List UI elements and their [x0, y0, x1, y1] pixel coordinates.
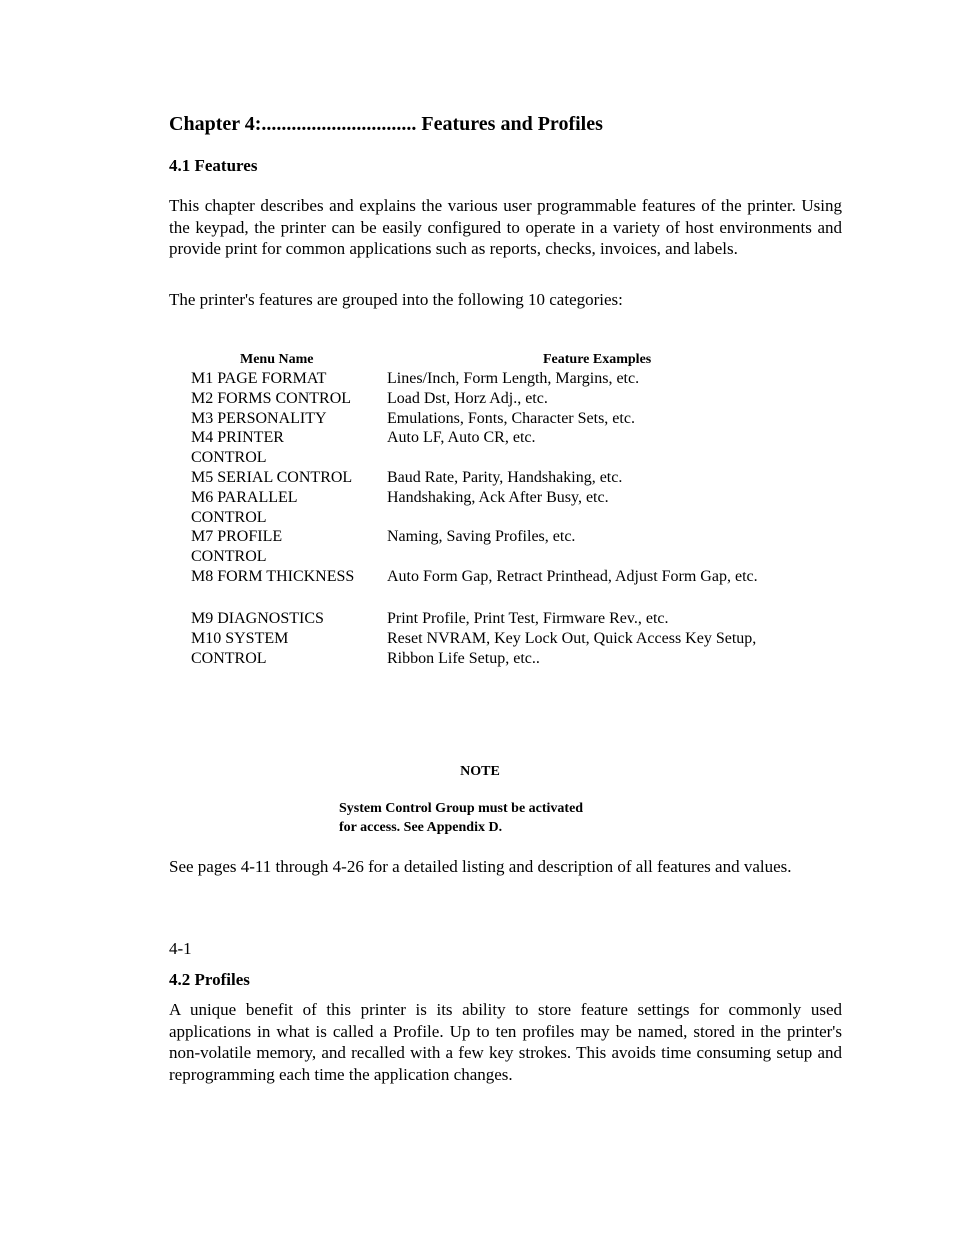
chapter-heading: [169, 113, 603, 136]
menu-name-line: CONTROL: [191, 449, 267, 467]
menu-name-cell: [191, 567, 354, 587]
menu-name-line: M8 FORM THICKNESS: [191, 568, 355, 585]
menu-name-line: M2 FORMS CONTROL: [191, 389, 352, 407]
feature-examples-line: Reset NVRAM, Key Lock Out, Quick Access Key Setup,: [387, 629, 757, 647]
chapter-title: Features and Profiles: [421, 113, 603, 135]
feature-examples-line: Load Dst, Horz Adj., etc.: [387, 389, 548, 407]
see-pages-paragraph: See pages 4-11 through 4-26 for a detailed listing and description of all features and values.: [169, 857, 792, 876]
feature-examples-header: Feature Examples: [543, 352, 652, 367]
feature-examples-cell: [387, 389, 548, 409]
feature-examples-line: Print Profile, Print Test, Firmware Rev., etc.: [387, 609, 669, 627]
feature-examples-line: Baud Rate, Parity, Handshaking, etc.: [387, 469, 623, 486]
feature-examples-cell: [387, 369, 639, 389]
menu-name-cell: [191, 428, 284, 468]
feature-examples-cell: [387, 409, 635, 429]
menu-name-line: M1 PAGE FORMAT: [191, 370, 327, 387]
feature-examples-cell: [387, 609, 669, 629]
menu-name-cell: [191, 468, 352, 488]
note-title: NOTE: [460, 764, 500, 779]
section-heading-features: 4.1 Features: [169, 156, 258, 175]
feature-examples-line: Auto Form Gap, Retract Printhead, Adjust Form Gap, etc.: [387, 568, 758, 585]
feature-examples-line: Auto LF, Auto CR, etc.: [387, 429, 536, 447]
section-heading-profiles: 4.2 Profiles: [169, 970, 250, 989]
menu-name-line: M4 PRINTER: [191, 429, 284, 447]
feature-examples-line: Lines/Inch, Form Length, Margins, etc.: [387, 370, 640, 387]
note-text: [339, 799, 583, 837]
menu-name-line: M7 PROFILE: [191, 528, 283, 546]
menu-name-line: M6 PARALLEL: [191, 488, 298, 506]
menu-name-cell: [191, 369, 326, 389]
profiles-paragraph: A unique benefit of this printer is its ability to store feature settings for commonly used applications in what is called a Profile. Up to ten profiles may be named, stored in the printer's non-volatile memory, and recalled with a few key strokes. This avoids time consuming setup and reprogramming each time the application changes.: [169, 1000, 842, 1084]
menu-name-cell: [191, 609, 324, 629]
menu-name-line: CONTROL: [191, 649, 267, 667]
menu-name-cell: [191, 409, 327, 429]
feature-examples-cell: [387, 567, 758, 587]
features-intro-paragraph: This chapter describes and explains the various user programmable features of the printer. Using the keypad, the printer can be easily configured to operate in a variety of host environments and provide print for common applications such as reports, checks, invoices, and labels.: [169, 196, 842, 258]
note-line: for access. See Appendix D.: [339, 820, 503, 835]
menu-name-cell: [191, 488, 298, 528]
page-number: 4-1: [169, 939, 192, 958]
feature-examples-line: Handshaking, Ack After Busy, etc.: [387, 488, 609, 506]
menu-name-cell: [191, 389, 351, 409]
feature-examples-cell: [387, 629, 756, 669]
menu-name-line: M5 SERIAL CONTROL: [191, 469, 353, 486]
feature-examples-cell: [387, 428, 536, 448]
feature-examples-line: Naming, Saving Profiles, etc.: [387, 528, 576, 546]
menu-name-header: Menu Name: [240, 352, 314, 367]
feature-examples-cell: [387, 468, 622, 488]
menu-name-line: M9 DIAGNOSTICS: [191, 609, 324, 627]
menu-name-line: M10 SYSTEM: [191, 629, 289, 647]
menu-name-line: CONTROL: [191, 508, 267, 526]
menu-name-line: M3 PERSONALITY: [191, 409, 327, 427]
chapter-leaders: ...............................: [261, 113, 417, 135]
menu-name-cell: [191, 629, 288, 669]
categories-intro: The printer's features are grouped into the following 10 categories:: [169, 290, 623, 309]
menu-name-line: CONTROL: [191, 548, 267, 566]
menu-name-cell: [191, 527, 282, 567]
feature-examples-line: Ribbon Life Setup, etc..: [387, 649, 540, 667]
feature-examples-cell: [387, 527, 575, 547]
feature-examples-line: Emulations, Fonts, Character Sets, etc.: [387, 409, 635, 427]
note-line: System Control Group must be activated: [339, 801, 584, 816]
chapter-label: Chapter 4:: [169, 113, 262, 135]
feature-examples-cell: [387, 488, 609, 508]
